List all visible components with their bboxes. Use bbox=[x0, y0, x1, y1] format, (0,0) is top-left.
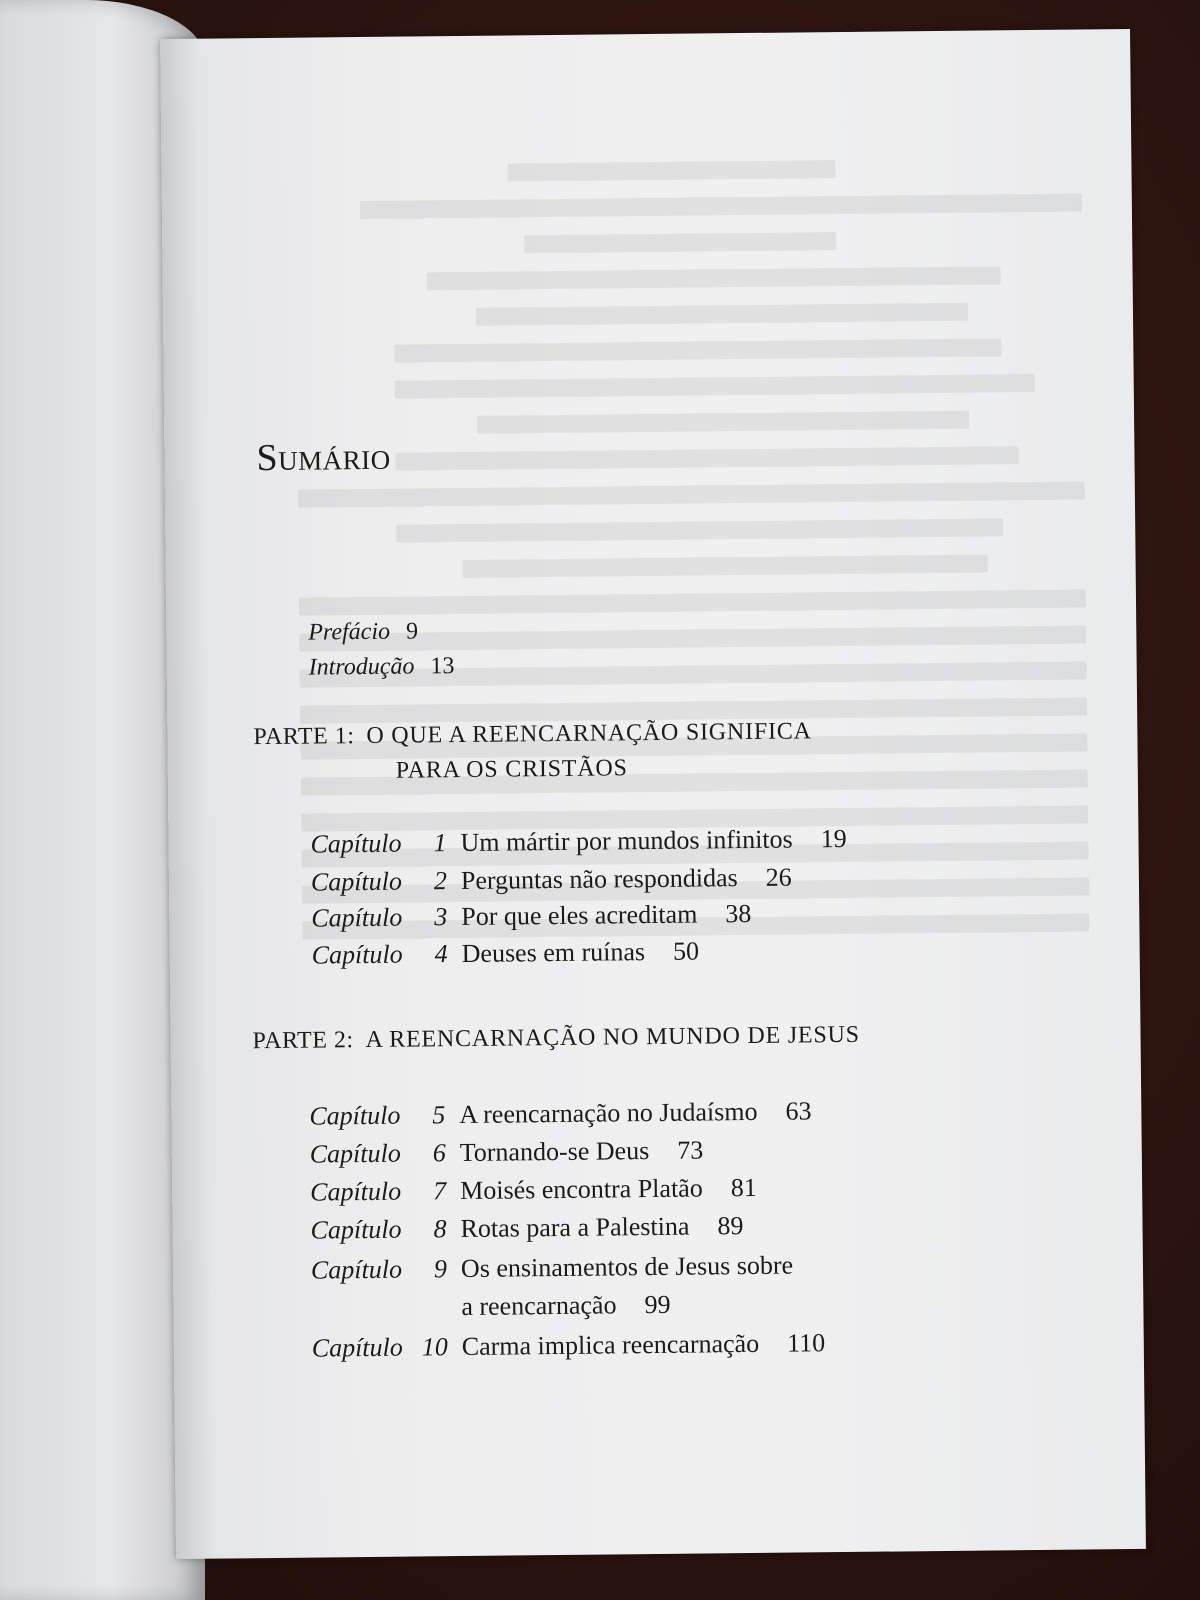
chapter-title-multiline bbox=[461, 1247, 794, 1326]
chapter-page: 81 bbox=[730, 1172, 757, 1203]
chapter-word: Capítulo bbox=[310, 866, 403, 897]
chapter-word: Capítulo bbox=[310, 1254, 403, 1285]
chapter-number: 9 bbox=[433, 1254, 448, 1284]
chapter-page: 89 bbox=[717, 1211, 744, 1241]
toc-introducao bbox=[309, 653, 455, 682]
toc-chapter-5 bbox=[309, 1096, 811, 1131]
chapter-title: A reencarnação no Judaísmo bbox=[459, 1096, 758, 1130]
chapter-number: 2 bbox=[433, 866, 448, 896]
chapter-title: Por que eles acreditam bbox=[461, 899, 698, 932]
chapter-number: 4 bbox=[434, 939, 448, 969]
part-2-label: PARTE 2: bbox=[252, 1027, 354, 1055]
chapter-word: Capítulo bbox=[310, 1214, 402, 1245]
toc-chapter-2 bbox=[311, 863, 792, 898]
chapter-number: 8 bbox=[433, 1214, 447, 1244]
toc-chapter-7 bbox=[310, 1173, 757, 1208]
toc-chapter-6 bbox=[310, 1135, 704, 1169]
toc-chapter-8 bbox=[310, 1211, 743, 1246]
toc-introducao-label: Introdução bbox=[308, 653, 415, 681]
chapter-word: Capítulo bbox=[310, 828, 402, 859]
chapter-number: 3 bbox=[434, 902, 448, 932]
part-2-title-line1: A REENCARNAÇÃO NO MUNDO DE JESUS bbox=[365, 1021, 861, 1054]
chapter-number: 7 bbox=[432, 1176, 447, 1206]
page-title: Sumário bbox=[256, 435, 391, 480]
part-1-title-line2: PARA OS CRISTÃOS bbox=[395, 755, 628, 784]
part-1-title-line1: O QUE A REENCARNAÇÃO SIGNIFICA bbox=[366, 718, 812, 749]
toc-introducao-page: 13 bbox=[430, 653, 455, 680]
chapter-word: Capítulo bbox=[311, 939, 403, 970]
chapter-number: 10 bbox=[421, 1332, 448, 1362]
toc-chapter-1 bbox=[310, 824, 846, 860]
toc-chapter-10 bbox=[312, 1328, 826, 1363]
toc-chapter-9 bbox=[311, 1247, 794, 1328]
toc-prefacio-label: Prefácio bbox=[308, 618, 391, 646]
chapter-word: Capítulo bbox=[309, 1138, 401, 1169]
chapter-title: Perguntas não respondidas bbox=[460, 863, 738, 896]
chapter-page: 38 bbox=[725, 898, 752, 929]
part-1-label: PARTE 1: bbox=[253, 723, 355, 751]
chapter-word: Capítulo bbox=[309, 1176, 402, 1207]
part-1-heading bbox=[253, 718, 812, 786]
chapter-number: 6 bbox=[432, 1138, 446, 1168]
chapter-title: Deuses em ruínas bbox=[461, 937, 646, 969]
chapter-number: 1 bbox=[433, 828, 447, 858]
chapter-title: Moisés encontra Platão bbox=[459, 1173, 703, 1206]
chapter-page: 50 bbox=[672, 936, 700, 966]
chapter-title: Um mártir por mundos infinitos bbox=[460, 824, 793, 858]
chapter-title-line2: a reencarnação bbox=[461, 1290, 617, 1322]
chapter-title: Rotas para a Palestina bbox=[460, 1211, 690, 1244]
chapter-page: 110 bbox=[786, 1328, 826, 1358]
chapter-page: 26 bbox=[765, 862, 792, 892]
book-page bbox=[160, 29, 1146, 1559]
toc-prefacio-page: 9 bbox=[405, 618, 419, 645]
chapter-word: Capítulo bbox=[311, 1332, 403, 1363]
chapter-page: 99 bbox=[644, 1289, 671, 1320]
chapter-page: 19 bbox=[820, 823, 847, 854]
chapter-word: Capítulo bbox=[309, 1100, 401, 1131]
chapter-title: Carma implica reencarnação bbox=[461, 1328, 760, 1362]
chapter-title-line1: Os ensinamentos de Jesus sobre bbox=[460, 1250, 794, 1284]
toc-chapter-4 bbox=[312, 937, 700, 971]
toc-prefacio bbox=[308, 618, 418, 646]
chapter-title: Tornando-se Deus bbox=[459, 1136, 650, 1168]
chapter-word: Capítulo bbox=[311, 902, 403, 933]
chapter-page: 73 bbox=[677, 1135, 704, 1165]
toc-chapter-3 bbox=[311, 899, 751, 934]
chapter-number: 5 bbox=[432, 1100, 446, 1130]
chapter-page: 63 bbox=[785, 1096, 812, 1126]
